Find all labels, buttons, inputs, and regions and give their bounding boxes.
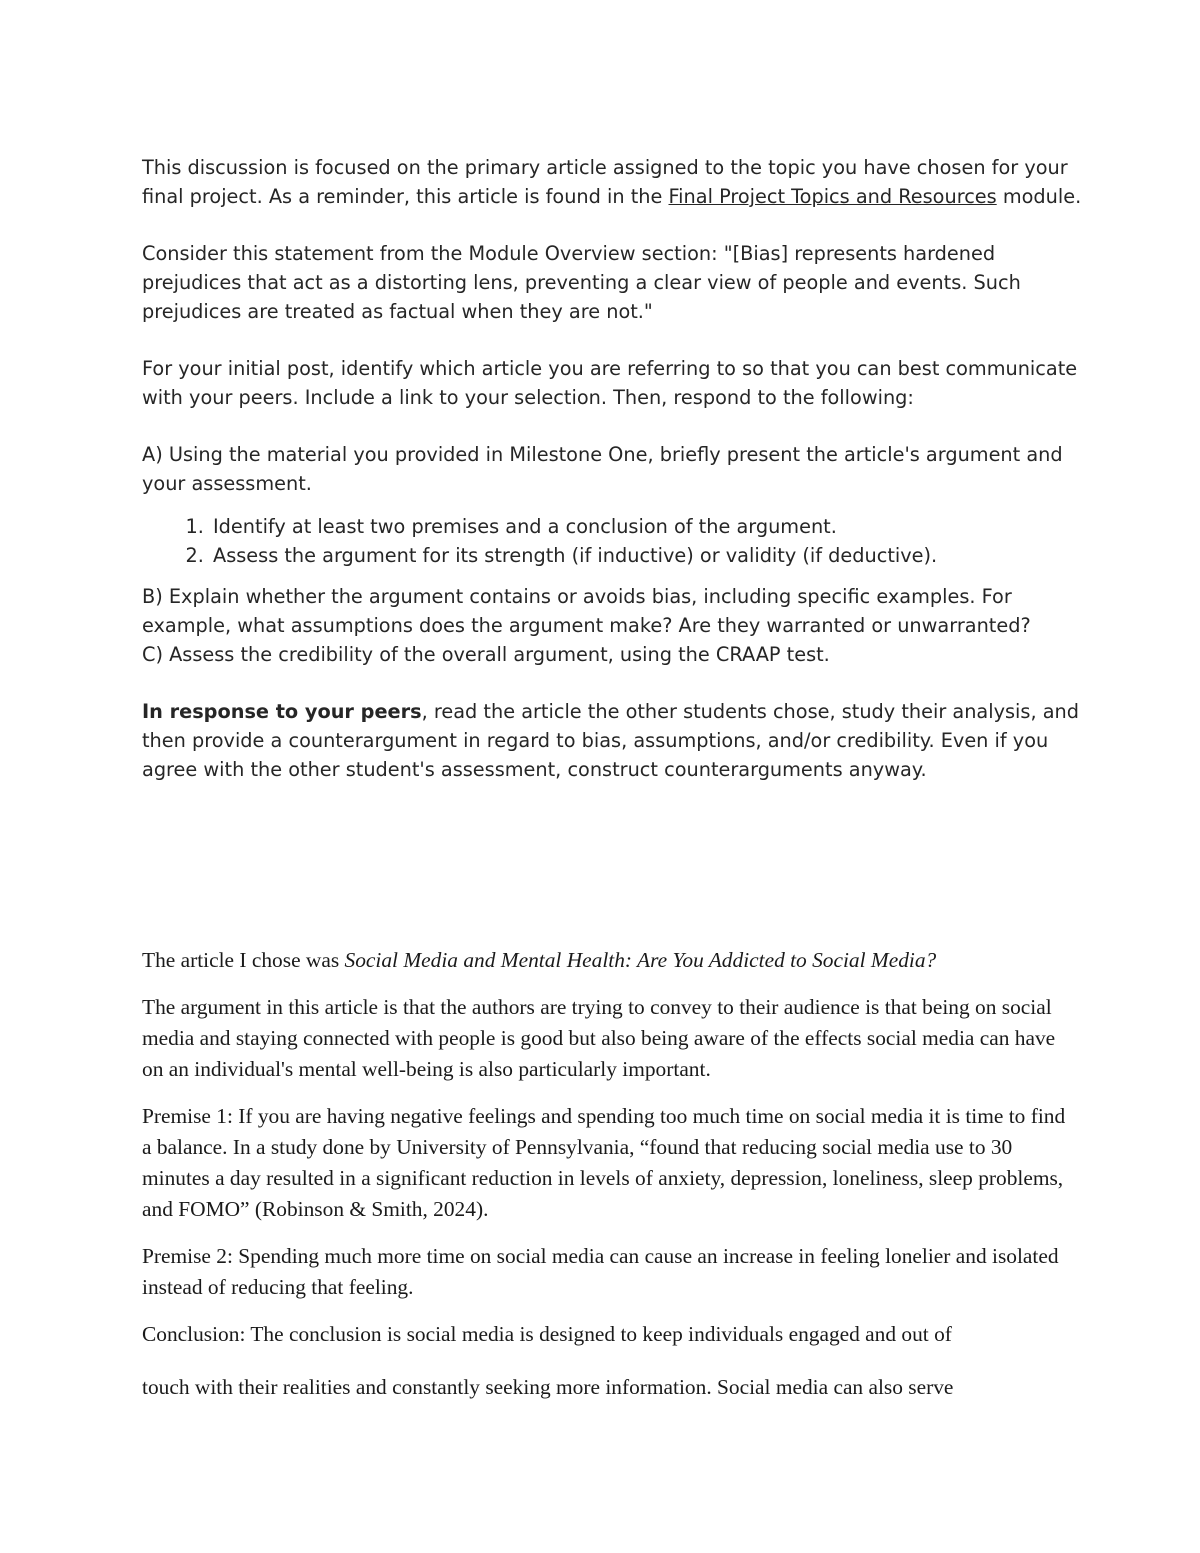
peers-paragraph — [142, 697, 1082, 784]
intro-paragraph — [142, 153, 1082, 211]
consider-paragraph: Consider this statement from the Module Overview section: "[Bias] represents hardened prejudices that act as a distorting lens, preventing a clear view of people and events. Such prejudices are treated as factual when they are not." — [142, 242, 1021, 323]
list-item: 2. Assess the argument for its strength (if inductive) or validity (if deductive). — [210, 541, 1082, 570]
peers-heading: In response to your peers — [142, 700, 422, 723]
part-a-paragraph: A) Using the material you provided in Milestone One, briefly present the article's argument and your assessment. — [142, 443, 1063, 495]
part-b-paragraph: B) Explain whether the argument contains or avoids bias, including specific examples. For example, what assumptions does the argument make? Are they warranted or unwarranted? — [142, 585, 1031, 637]
requirements-list — [142, 512, 1082, 570]
final-project-topics-link[interactable]: Final Project Topics and Resources — [668, 185, 997, 208]
student-response — [142, 945, 1072, 1403]
intro-text: This discussion is focused on the primary article assigned to the topic you have chosen for your final project. As a reminder, this article is found in the — [142, 156, 1068, 208]
article-prefix: The article I chose was — [142, 948, 345, 972]
argument-paragraph: The argument in this article is that the authors are trying to convey to their audience is that being on social media and staying connected with people is good but also being aware of the effects social media can have on an individual's mental well-being is also particularly important. — [142, 995, 1056, 1081]
article-chosen-paragraph — [142, 945, 1072, 976]
article-title: Social Media and Mental Health: Are You Addicted to Social Media? — [344, 948, 937, 972]
premise-2-paragraph: Premise 2: Spending much more time on social media can cause an increase in feeling lonelier and isolated instead of reducing that feeling. — [142, 1244, 1059, 1299]
part-c-paragraph: C) Assess the credibility of the overall argument, using the CRAAP test. — [142, 643, 830, 666]
initial-post-paragraph: For your initial post, identify which article you are referring to so that you can best communicate with your peers. Include a link to your selection. Then, respond to the following: — [142, 357, 1078, 409]
intro-text-end: module. — [996, 185, 1082, 208]
conclusion-line-1: Conclusion: The conclusion is social media is designed to keep individuals engaged and out of — [142, 1322, 952, 1346]
conclusion-line-2: touch with their realities and constantly seeking more information. Social media can also serve — [142, 1375, 954, 1399]
list-item: 1. Identify at least two premises and a conclusion of the argument. — [210, 512, 1082, 541]
conclusion-paragraph — [142, 1319, 1072, 1403]
peers-text: , read the article the other students chose, study their analysis, and then provide a counterargument in regard to bias, assumptions, and/or credibility. Even if you agree with the other student's assessment, construct counterarguments anyway. — [142, 700, 1079, 781]
discussion-prompt — [142, 153, 1082, 812]
premise-1-paragraph: Premise 1: If you are having negative feelings and spending too much time on social media it is time to find a balance. In a study done by University of Pennsylvania, “found that reducing social media use to 30 minutes a day resulted in a significant reduction in levels of anxiety, depression, loneliness, sleep problems, and FOMO” (Robinson & Smith, 2024). — [142, 1104, 1066, 1221]
